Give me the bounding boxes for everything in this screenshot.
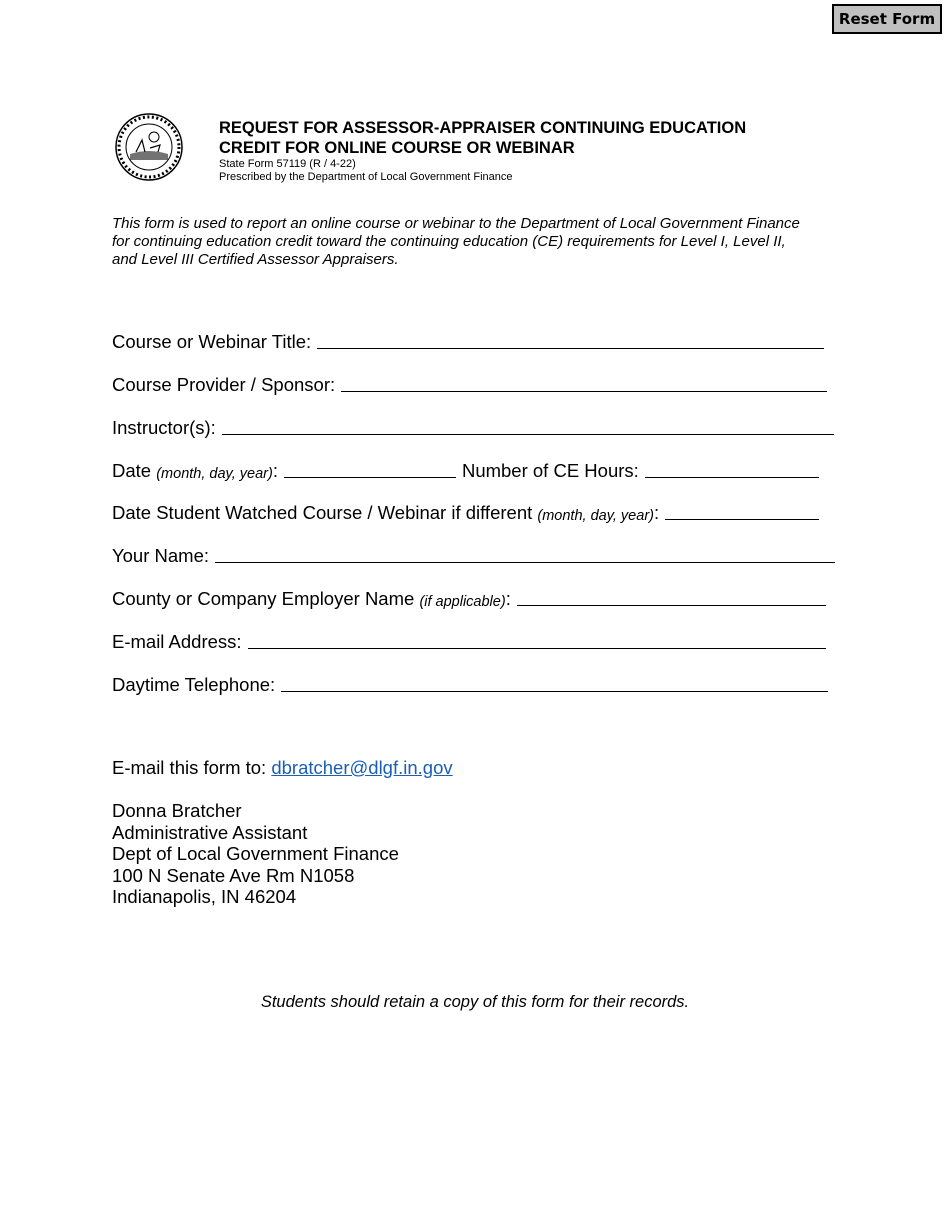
prescribed-by: Prescribed by the Department of Local Government Finance: [219, 171, 513, 183]
watched-hint: (month, day, year): [537, 508, 654, 524]
intro-line: and Level III Certified Assessor Appraisers.: [112, 251, 399, 268]
watched-label: Date Student Watched Course / Webinar if different: [112, 502, 533, 523]
email-to: [112, 757, 453, 779]
watched-row: [112, 498, 819, 524]
employer-input[interactable]: [517, 585, 826, 606]
date-input[interactable]: [284, 457, 456, 478]
provider-label: Course Provider / Sponsor:: [112, 374, 336, 395]
form-header: [219, 118, 746, 184]
telephone-label: Daytime Telephone:: [112, 674, 276, 695]
instructors-label: Instructor(s):: [112, 417, 216, 438]
your-name-row: [112, 541, 835, 567]
intro-text: [112, 215, 842, 269]
state-seal-icon: [114, 112, 184, 182]
reset-form-button[interactable]: Reset Form: [832, 4, 942, 34]
telephone-row: [112, 670, 828, 696]
intro-line: This form is used to report an online course or webinar to the Department of Local Government Finance: [112, 215, 800, 232]
provider-input[interactable]: [341, 371, 827, 392]
course-title-row: [112, 327, 824, 353]
telephone-input[interactable]: [281, 671, 828, 692]
watched-input[interactable]: [665, 499, 819, 520]
watched-colon: :: [653, 502, 660, 523]
date-hint: (month, day, year): [156, 466, 273, 482]
provider-row: [112, 370, 827, 396]
email-label: E-mail Address:: [112, 631, 242, 652]
contact-dept: Dept of Local Government Finance: [112, 843, 399, 864]
form-title-line1: REQUEST FOR ASSESSOR-APPRAISER CONTINUING EDUCATION: [219, 119, 747, 137]
contact-city: Indianapolis, IN 46204: [112, 886, 297, 907]
employer-row: [112, 584, 826, 610]
your-name-label: Your Name:: [112, 545, 210, 566]
employer-label: County or Company Employer Name: [112, 588, 415, 609]
date-label: Date: [112, 460, 152, 481]
form-number: State Form 57119 (R / 4-22): [219, 158, 356, 170]
ce-hours-label: Number of CE Hours:: [461, 460, 639, 481]
course-title-input[interactable]: [317, 328, 824, 349]
intro-line: for continuing education credit toward the continuing education (CE) requirements for Level I, Level II,: [112, 233, 786, 250]
date-row: [112, 456, 819, 482]
contact-street: 100 N Senate Ave Rm N1058: [112, 864, 355, 886]
employer-colon: :: [505, 588, 511, 609]
form-title-line2: CREDIT FOR ONLINE COURSE OR WEBINAR: [219, 139, 575, 157]
contact-title: Administrative Assistant: [112, 821, 308, 843]
instructors-row: [112, 413, 834, 439]
mailing-address: [112, 800, 399, 908]
email-to-label: E-mail this form to:: [112, 757, 267, 778]
date-colon: :: [272, 460, 278, 481]
footer-note: Students should retain a copy of this form for their records.: [260, 993, 690, 1011]
email-link[interactable]: dbratcher@dlgf.in.gov: [271, 757, 453, 778]
employer-hint: (if applicable): [419, 594, 506, 610]
contact-name: Donna Bratcher: [112, 800, 242, 821]
course-title-label: Course or Webinar Title:: [112, 331, 312, 352]
email-row: [112, 627, 826, 653]
ce-hours-input[interactable]: [645, 457, 819, 478]
instructors-input[interactable]: [222, 414, 834, 435]
your-name-input[interactable]: [215, 542, 835, 563]
email-input[interactable]: [248, 628, 826, 649]
